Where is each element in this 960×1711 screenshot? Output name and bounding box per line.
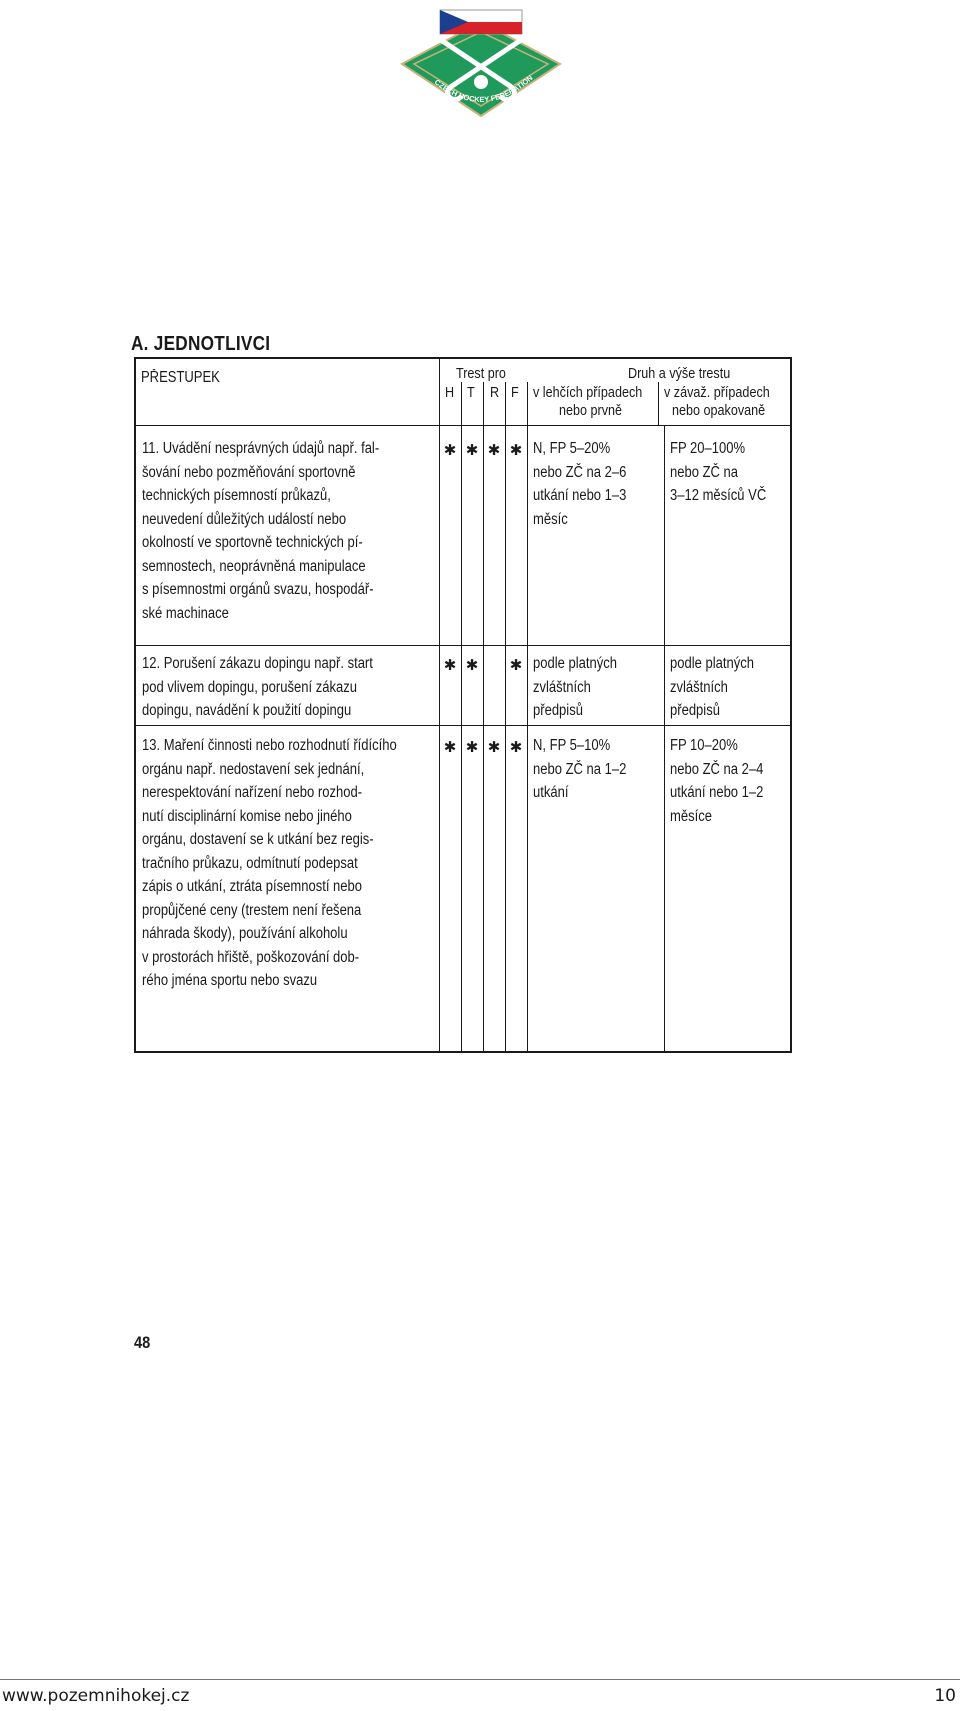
header-light-cases: v lehčích případech <box>533 384 643 401</box>
penalty-table <box>134 357 792 1053</box>
header-first-time: nebo prvně <box>559 402 623 419</box>
star-icon: ✱ <box>487 739 501 756</box>
letter-f: F <box>511 384 519 401</box>
logo-text: CZECH HOCKEY FEDERATION <box>432 73 535 105</box>
penalty-light-11: N, FP 5–20% nebo ZČ na 2–6 utkání nebo 1–3 měsíc <box>533 440 627 528</box>
letter-h: H <box>445 384 455 401</box>
book-page-number: 48 <box>134 1333 151 1352</box>
footer-page-number: 10 <box>934 1686 956 1706</box>
penalty-light-12: podle platných zvláštních předpisů <box>533 655 617 719</box>
star-icon: ✱ <box>465 739 479 756</box>
header-repeated: nebo opakovaně <box>672 402 766 419</box>
star-icon: ✱ <box>443 442 457 459</box>
offense-12: 12. Porušení zákazu dopingu např. start pod vlivem dopingu, porušení zákazu dopingu, navádění k použití dopingu <box>142 655 373 719</box>
star-icon: ✱ <box>509 442 523 459</box>
letter-r: R <box>490 384 500 401</box>
offense-13: 13. Maření činnosti nebo rozhodnutí řídícího orgánu např. nedostavení sek jednání, nerespektování nařízení nebo rozhod- nutí disciplinární komise nebo jiného orgánu, dostavení se k utkání bez regis- tračního průkazu, odmítnutí podepsat zápis o utkání, ztráta písemností nebo propůjčené ceny (trestem není řešena náhrada škody), používání alkoholu v prostorách hřiště, poškozování dob- rého jména sportu nebo svazu <box>142 737 397 989</box>
penalty-light-13: N, FP 5–10% nebo ZČ na 1–2 utkání <box>533 737 627 801</box>
letter-t: T <box>467 384 475 401</box>
federation-logo <box>392 4 570 122</box>
star-icon: ✱ <box>509 657 523 674</box>
penalty-heavy-12: podle platných zvláštních předpisů <box>670 655 754 719</box>
column-header-penalty-type: Druh a výše trestu <box>628 365 731 382</box>
star-icon: ✱ <box>443 739 457 756</box>
star-icon: ✱ <box>465 442 479 459</box>
penalty-heavy-13: FP 10–20% nebo ZČ na 2–4 utkání nebo 1–2 měsíce <box>670 737 764 825</box>
star-icon: ✱ <box>487 442 501 459</box>
column-header-offense: PŘESTUPEK <box>141 369 220 386</box>
offense-11: 11. Uvádění nesprávných údajů např. fal- šování nebo pozměňování sportovně technických písemností průkazů, neuvedení důležitých událostí nebo okolností ve sportovně technických pí- semnostech, neoprávněná manipulace s písemnostmi orgánů svazu, hospodář- ské machinace <box>142 440 380 622</box>
star-icon: ✱ <box>509 739 523 756</box>
penalty-heavy-11: FP 20–100% nebo ZČ na 3–12 měsíců VČ <box>670 440 767 504</box>
star-icon: ✱ <box>443 657 457 674</box>
header-serious-cases: v závaž. případech <box>664 384 770 401</box>
footer-divider <box>0 1679 960 1680</box>
footer-website-link[interactable]: www.pozemnihokej.cz <box>2 1686 190 1706</box>
column-header-penalty-for: Trest pro <box>456 365 506 382</box>
section-title: A. JEDNOTLIVCI <box>131 333 271 355</box>
star-icon: ✱ <box>465 657 479 674</box>
